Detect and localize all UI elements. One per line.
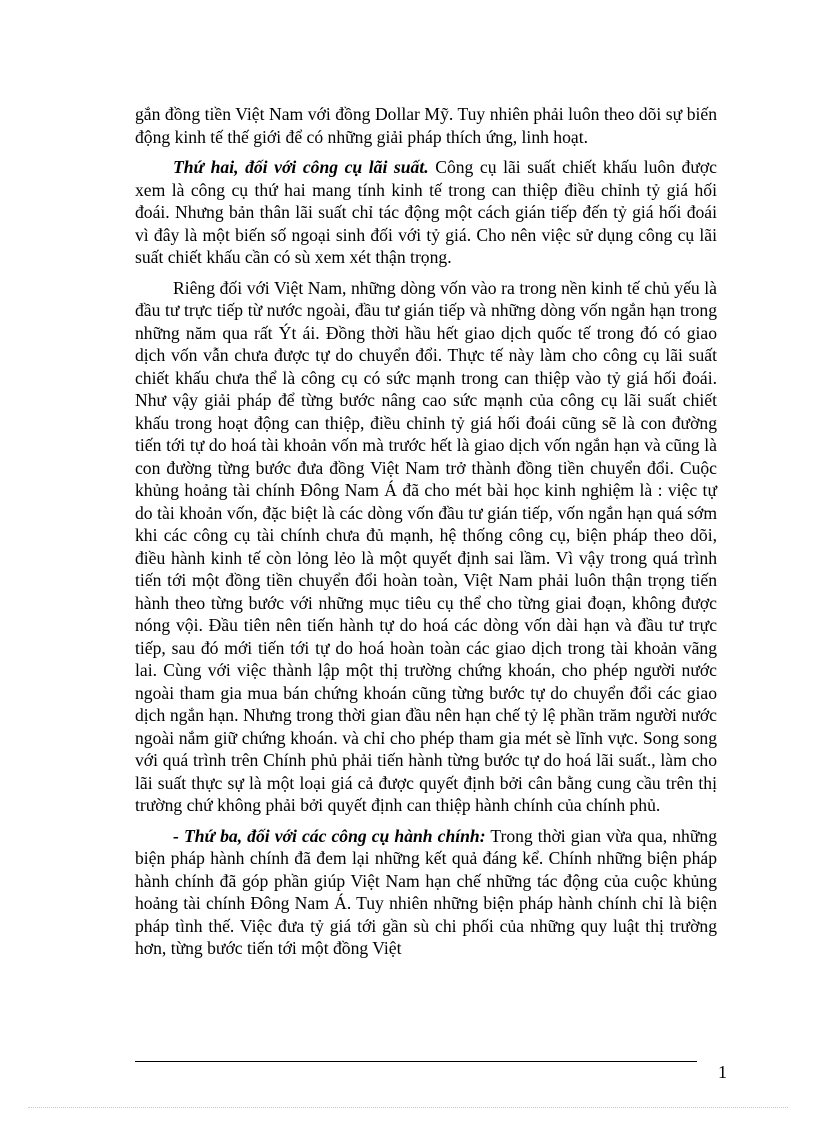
paragraph-2 <box>135 156 717 269</box>
paragraph-2-text: Công cụ lãi suất chiết khấu luôn được xem là công cụ thứ hai mang tính kinh tế trong can thiệp điều chỉnh tỷ giá hối đoái. Nhưng bản thân lãi suất chỉ tác động một cách gián tiếp đến tỷ giá hối đoái vì đây là một biến số ngoại sinh đối với tỷ giá. Cho nên việc sử dụng công cụ lãi suất chiết khấu cần có sù xem xét thận trọng. <box>135 157 717 267</box>
paragraph-3 <box>135 277 717 817</box>
paragraph-4 <box>135 825 717 960</box>
paragraph-4-text: Trong thời gian vừa qua, những biện pháp hành chính đã đem lại những kết quả đáng kể. Chính những biện pháp hành chính đã góp phần giúp Việt Nam hạn chế những tác động của cuộc khủng hoảng tài chính Đông Nam Á. Tuy nhiên những biện pháp hành chính chỉ là biện pháp tình thế. Việc đưa tỷ giá tới gần sù chi phối của những quy luật thị trường hơn, từng bước tiến tới một đồng Việt <box>135 825 717 958</box>
paragraph-3-text: Riêng đối với Việt Nam, những dòng vốn vào ra trong nền kinh tế chủ yếu là đầu tư trực tiếp từ nước ngoài, đầu tư gián tiếp và những dòng vốn ngắn hạn trong những năm qua rất Ýt ái. Đồng thời hầu hết giao dịch quốc tế trong đó có giao dịch vốn vẫn chưa được tự do chuyển đổi. Thực tế này làm cho công cụ lãi suất chiết khấu chưa thể là công cụ có sức mạnh trong can thiệp vào tỷ giá hối đoái. Như vậy giải pháp để từng bước nâng cao sức mạnh của công cụ lãi suất chiết khấu trong hoạt động can thiệp, điều chỉnh tỷ giá hối đoái cũng sẽ là con đường tiến tới tự do hoá tài khoản vốn mà trước hết là giao dịch vốn ngắn hạn và cũng là con đường từng bước đưa đồng Việt Nam trở thành đồng tiền chuyển đổi. Cuộc khủng hoảng tài chính Đông Nam Á đã cho mét bài học kinh nghiệm là : việc tự do tài khoản vốn, đặc biệt là các dòng vốn đầu tư gián tiếp, vốn ngắn hạn quá sớm khi các công cụ tài chính chưa đủ mạnh, hệ thống công cụ, biện pháp theo dõi, điều hành kinh tế còn lỏng lẻo là một quyết định sai lầm. Vì vậy trong quá trình tiến tới một đồng tiền chuyển đổi hoàn toàn, Việt Nam phải luôn thận trọng tiến hành theo từng bước với những mục tiêu cụ thể cho từng giai đoạn, không được nóng vội. Đầu tiên nên tiến hành tự do hoá các dòng vốn dài hạn và đầu tư trực tiếp, sau đó mới tiến tới tự do hoá hoàn toàn các giao dịch trong tài khoản vãng lai. Cùng với việc thành lập một thị trường chứng khoán, cho phép người nước ngoài tham gia mua bán chứng khoán cũng từng bước tự do chuyển đổi các giao dịch ngắn hạn. Nhưng trong thời gian đầu nên hạn chế tỷ lệ phần trăm người nước ngoài nắm giữ chứng khoán. và chỉ cho phép tham gia mét sè lĩnh vực. Song song với quá trình trên Chính phủ phải tiến hành từng bước tự do hoá lãi suất., làm cho lãi suất thực sự là một loại giá cả được quyết định bởi cân bằng cung cầu trên thị trường chứ không phải bởi quyết định can thiệp hành chính của chính phủ. <box>135 277 717 815</box>
paragraph-1 <box>135 103 717 148</box>
paragraph-4-lead: - Thứ ba, đối với các công cụ hành chính: <box>173 825 486 846</box>
body-text <box>135 103 717 968</box>
page-edge-dotted-line <box>28 1107 788 1108</box>
paragraph-1-text: gắn đồng tiền Việt Nam với đồng Dollar Mỹ. Tuy nhiên phải luôn theo dõi sự biến động kinh tế thế giới để có những giải pháp thích ứng, linh hoạt. <box>135 104 717 147</box>
paragraph-2-lead: Thứ hai, đối với công cụ lãi suất. <box>173 157 429 177</box>
page-number: 1 <box>718 1062 727 1082</box>
footer-divider <box>135 1061 697 1062</box>
